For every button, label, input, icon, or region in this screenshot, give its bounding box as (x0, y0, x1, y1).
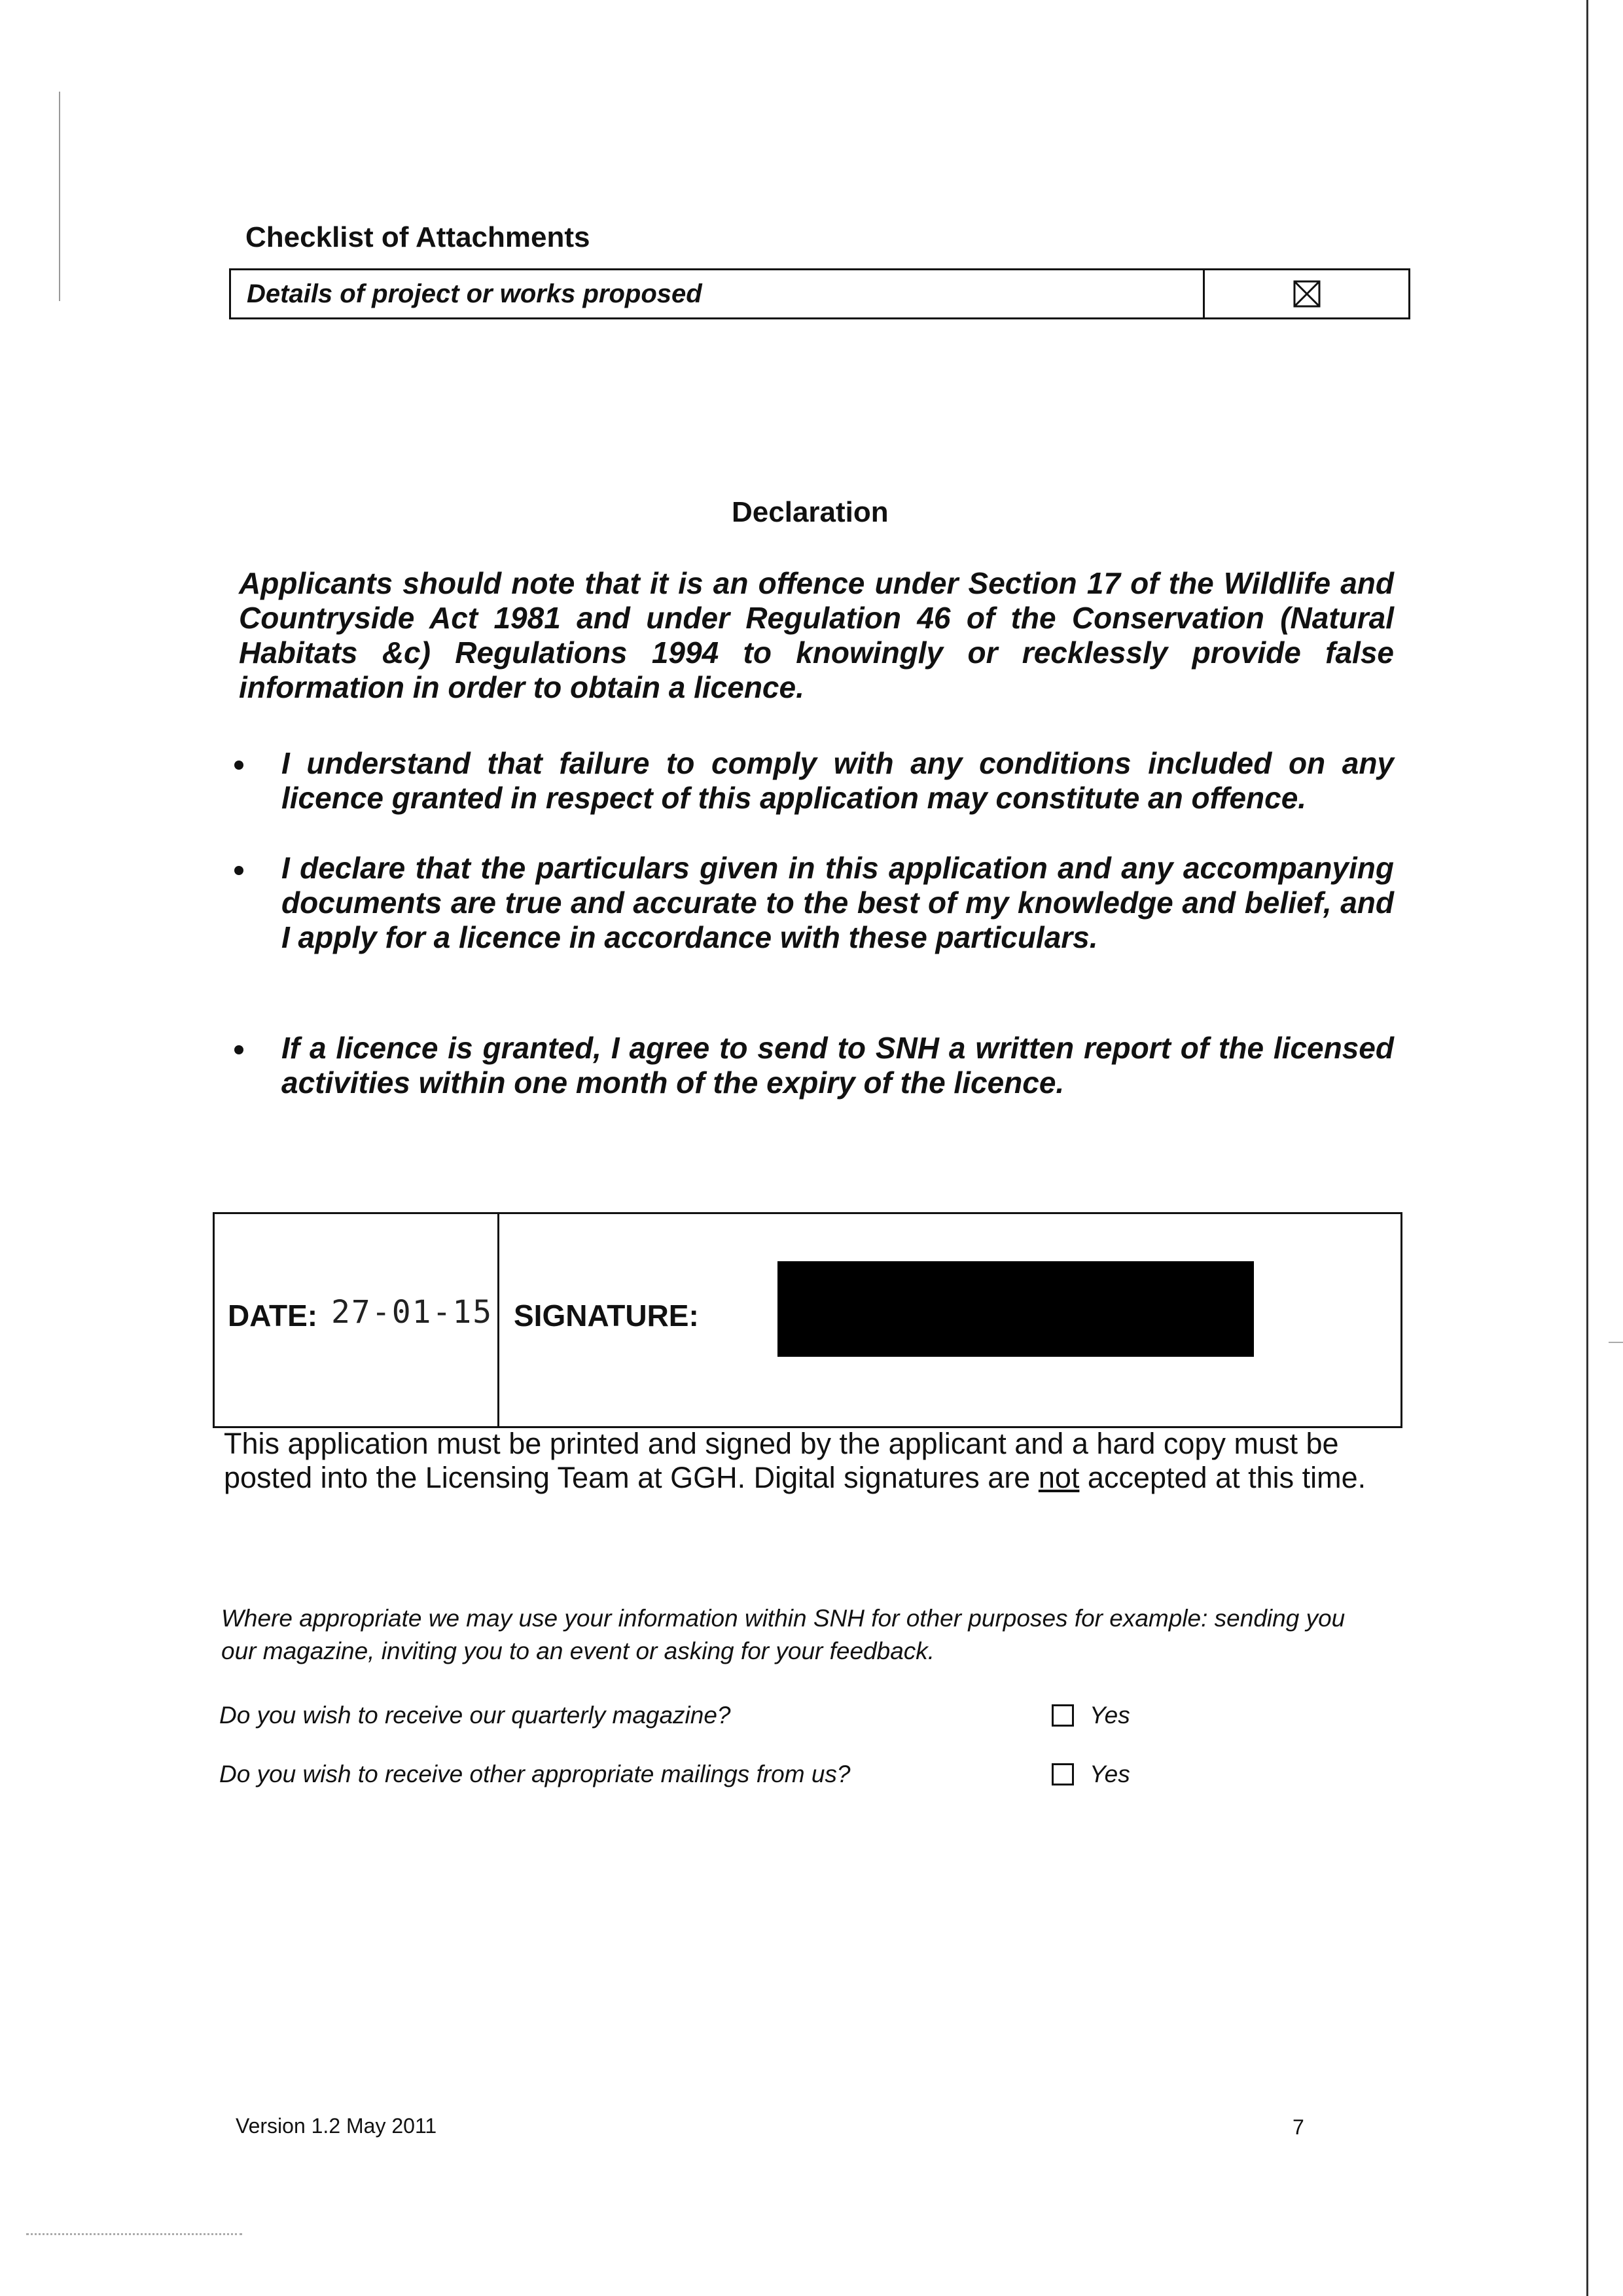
checkbox-option-label: Yes (1090, 1761, 1130, 1787)
checklist-row-label: Details of project or works proposed (231, 270, 1205, 317)
scan-margin-mark (59, 92, 60, 301)
notice-text-end: accepted at this time. (1079, 1461, 1366, 1494)
checklist-title: Checklist of Attachments (245, 221, 590, 253)
declaration-bullet: If a licence is granted, I agree to send to SNH a written report of the licensed activities within one month of the expiry of the licence. (281, 1031, 1394, 1100)
declaration-bullet: I understand that failure to comply with any conditions included on any licence granted in respect of this application may constitute an offence. (281, 746, 1394, 815)
notice-text: This application must be printed and signed by the applicant and a hard copy must be posted into the Licensing Team at GGH. Digital signatures are (224, 1427, 1339, 1494)
signature-label: SIGNATURE: (514, 1299, 699, 1333)
page-number: 7 (1293, 2115, 1304, 2139)
scan-tick-mark (1609, 1342, 1623, 1343)
signature-redaction (777, 1261, 1254, 1357)
mailing-question: Do you wish to receive other appropriate mailings from us? (219, 1761, 851, 1787)
date-value[interactable]: 27-01-15 (331, 1294, 493, 1331)
magazine-checkbox[interactable] (1052, 1704, 1074, 1727)
printing-notice (224, 1427, 1402, 1495)
bullet-icon (234, 761, 243, 770)
date-cell (215, 1214, 499, 1426)
scan-dotted-mark (26, 2233, 242, 2235)
declaration-title: Declaration (732, 496, 889, 528)
bullet-icon (234, 1045, 243, 1054)
mailing-info: Where appropriate we may use your information within SNH for other purposes for example: sending you our magazine, inviting you to an event or asking for your feedback. (221, 1605, 1346, 1664)
footer-version: Version 1.2 May 2011 (236, 2114, 437, 2138)
mailing-question: Do you wish to receive our quarterly magazine? (219, 1702, 731, 1729)
checklist-table (229, 268, 1410, 319)
declaration-intro: Applicants should note that it is an offence under Section 17 of the Wildlife and Countryside Act 1981 and under Regulation 46 of the Conservation (Natural Habitats &c) Regulations 1994 to knowingly or recklessly provide false information in order to obtain a licence. (239, 566, 1394, 704)
mailings-checkbox[interactable] (1052, 1763, 1074, 1785)
checkbox-option-label: Yes (1090, 1702, 1130, 1729)
scan-edge-line (1586, 0, 1588, 2296)
checklist-row-checkbox-cell (1205, 270, 1408, 317)
signature-table (213, 1212, 1402, 1428)
declaration-bullet: I declare that the particulars given in this application and any accompanying documents are true and accurate to the best of my knowledge and belief, and I apply for a licence in accordance with these particulars. (281, 851, 1394, 954)
checked-box-icon[interactable] (1293, 280, 1321, 308)
notice-underlined-word: not (1038, 1461, 1080, 1494)
bullet-icon (234, 866, 243, 875)
date-label: DATE: (228, 1299, 318, 1333)
signature-cell (499, 1214, 1400, 1426)
